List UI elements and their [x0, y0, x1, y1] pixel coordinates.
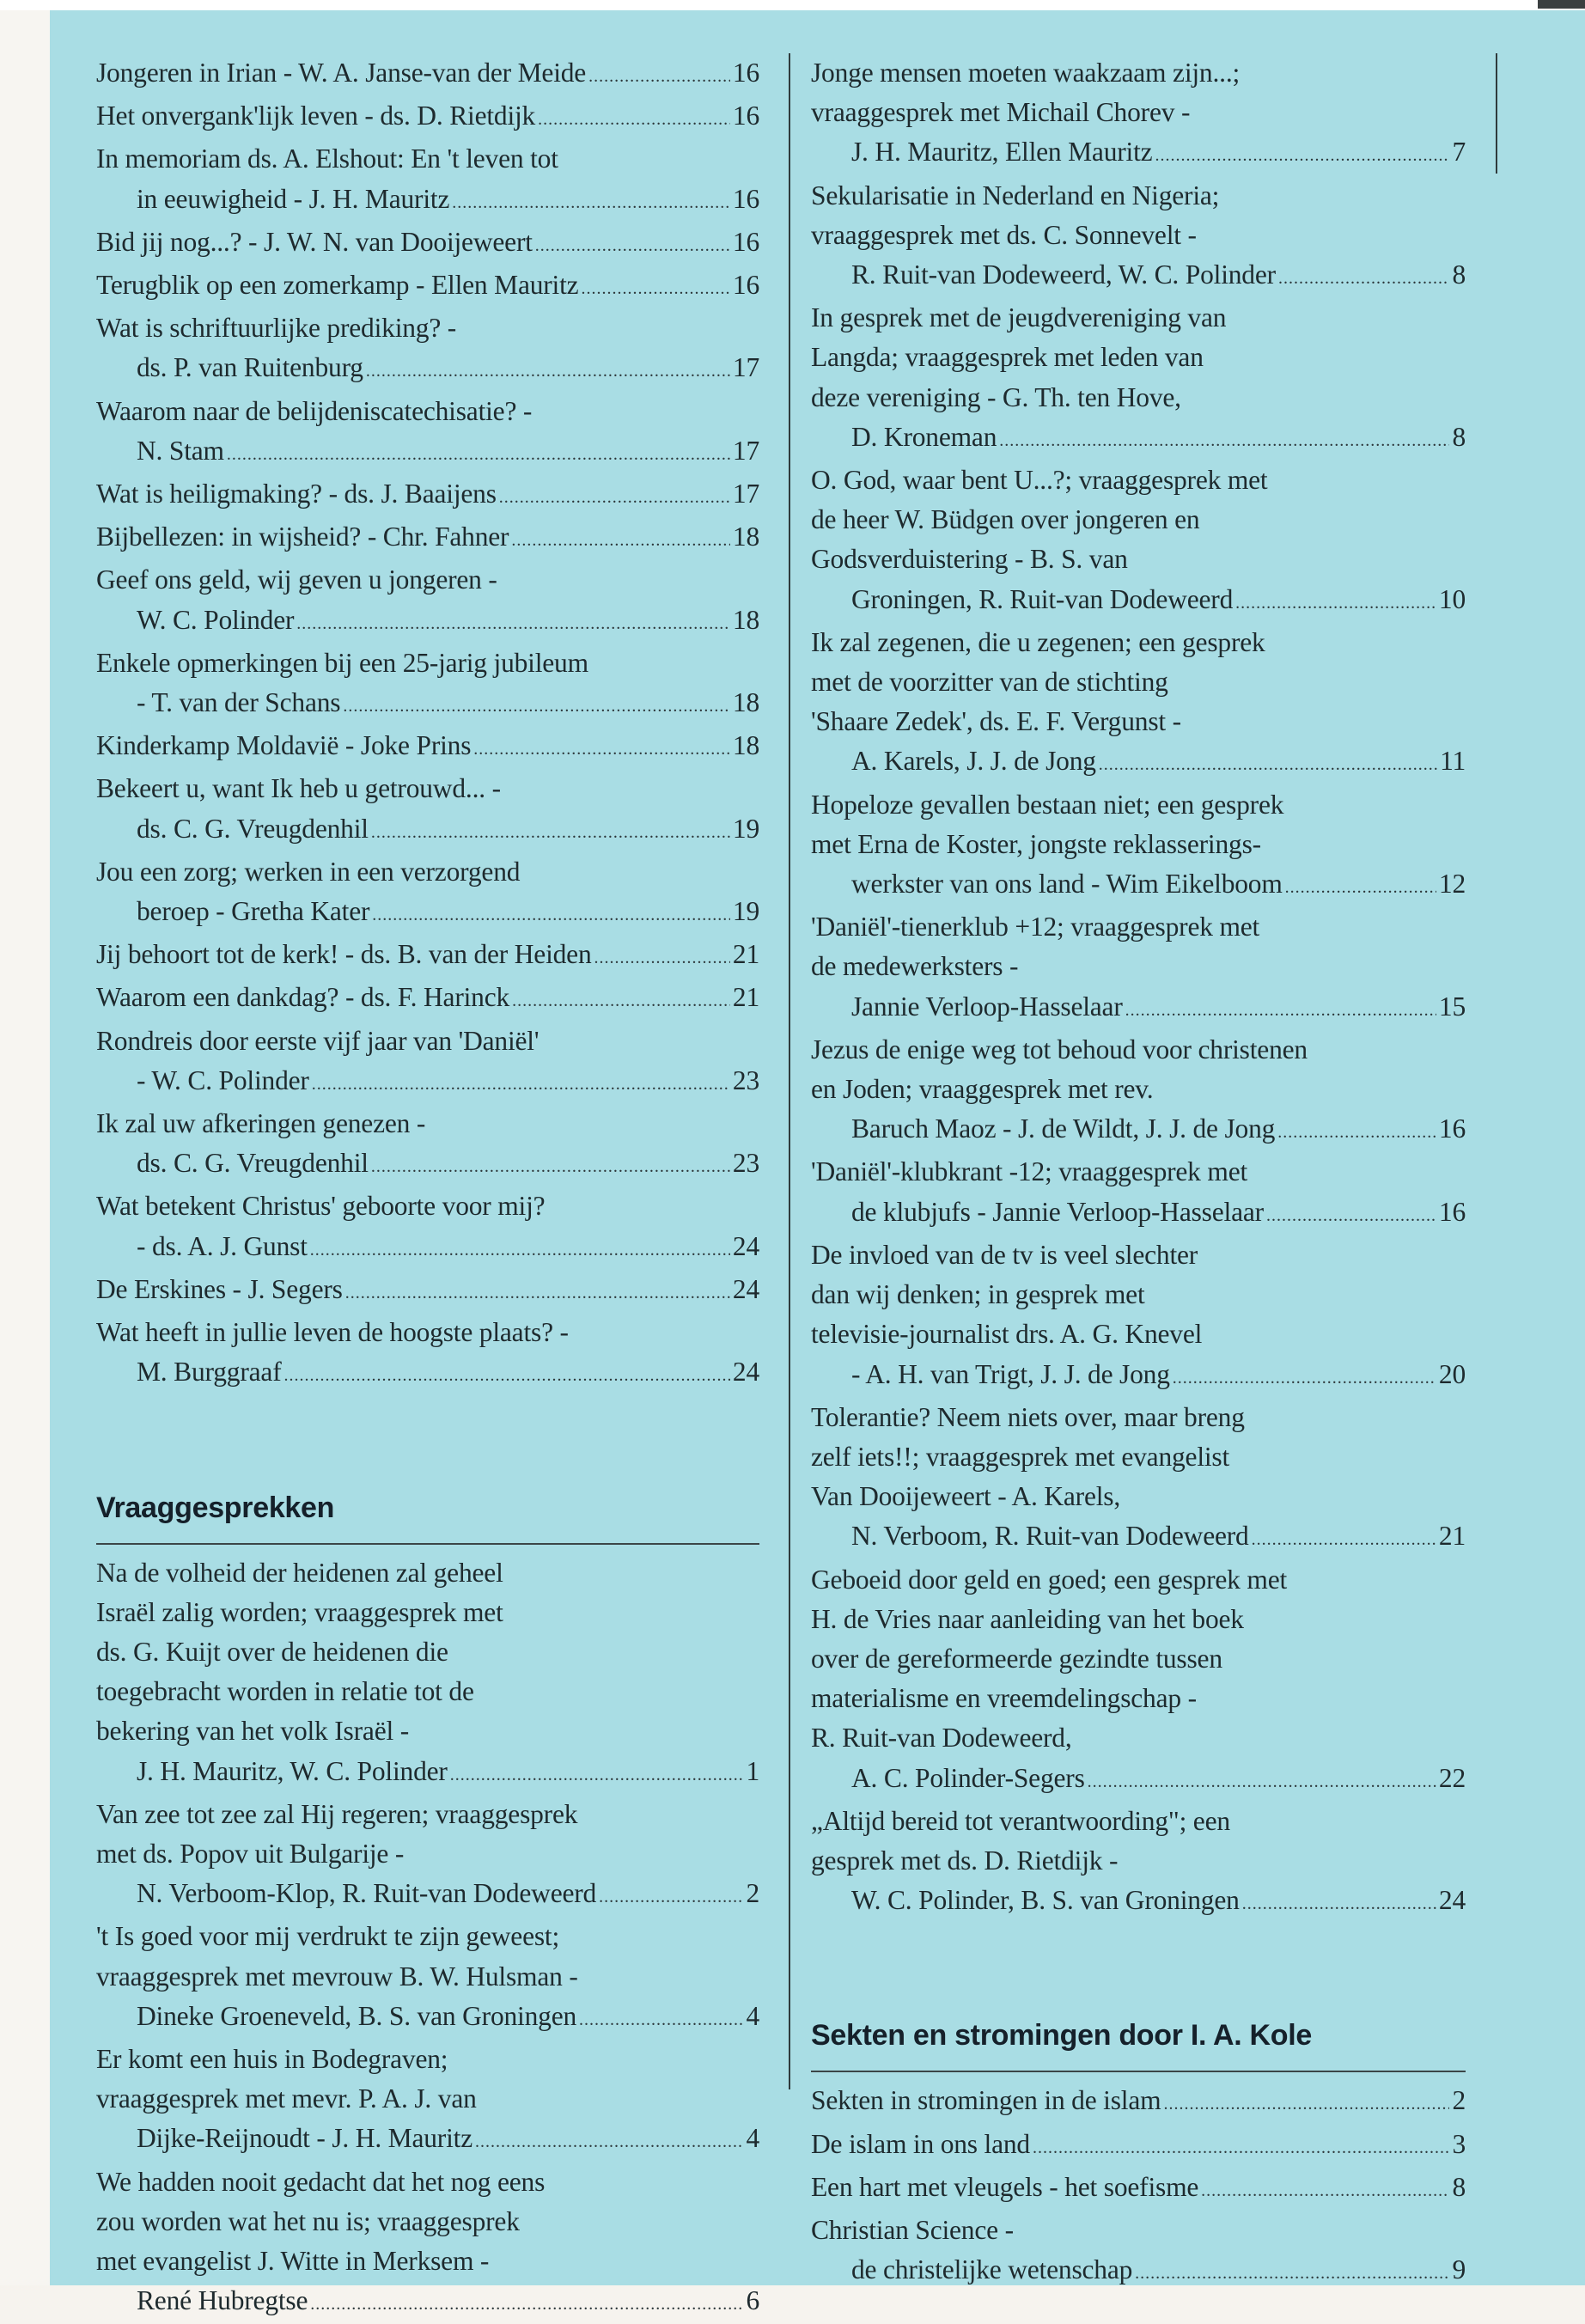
dot-leader — [372, 895, 730, 935]
toc-entry-line: over de gereformeerde gezindte tussen — [851, 1639, 1466, 1679]
toc-entry-line: bekering van het volk Israël - — [137, 1711, 759, 1751]
dot-leader — [450, 1755, 744, 1795]
dot-leader — [588, 57, 730, 96]
toc-entry — [811, 53, 1466, 176]
dot-leader — [310, 1230, 730, 1270]
toc-entry — [811, 785, 1466, 908]
toc-entry — [811, 623, 1466, 785]
toc-entry — [96, 560, 759, 643]
page-number: 4 — [746, 1997, 759, 2036]
dot-leader — [1088, 1762, 1436, 1802]
toc-entry — [811, 2168, 1466, 2211]
toc-entry-line: René Hubregtse — [137, 2281, 308, 2321]
toc-entry-line: „Altijd bereid tot verantwoording"; een — [811, 1802, 1466, 1841]
toc-entry — [811, 1235, 1466, 1398]
dot-leader — [475, 2122, 743, 2162]
dot-leader — [499, 478, 730, 517]
toc-entry — [96, 1917, 759, 2040]
toc-entry-line: Jongeren in Irian - W. A. Janse-van der Meide — [96, 53, 586, 93]
right-column — [811, 53, 1466, 2293]
toc-entry — [96, 726, 759, 769]
section-heading-vraaggesprekken: Vraaggesprekken — [96, 1488, 759, 1528]
toc-entry-line: A. C. Polinder-Segers — [851, 1759, 1085, 1798]
right-toc-list — [811, 53, 1466, 1924]
dot-leader — [1285, 868, 1436, 907]
toc-entry-line: Kinderkamp Moldavië - Joke Prins — [96, 726, 471, 766]
heading-rule — [96, 1543, 759, 1545]
toc-entry — [96, 935, 759, 978]
toc-entry-line: met Erna de Koster, jongste reklasserings- — [851, 825, 1466, 864]
toc-entry-line: W. C. Polinder, B. S. van Groningen — [851, 1881, 1240, 1920]
dot-leader — [1277, 1113, 1436, 1152]
toc-entry — [811, 1802, 1466, 1924]
toc-entry-line: Hopeloze gevallen bestaan niet; een gesprek — [811, 785, 1466, 825]
toc-entry-line: - A. H. van Trigt, J. J. de Jong — [851, 1355, 1170, 1394]
page-number: 17 — [733, 474, 759, 514]
dot-leader — [538, 100, 730, 139]
toc-entry-line: Sekten in stromingen in de islam — [811, 2081, 1161, 2120]
toc-entry-line: Bekeert u, want Ik heb u getrouwd... - — [96, 769, 759, 808]
dot-leader — [371, 1147, 730, 1186]
toc-entry — [96, 517, 759, 560]
toc-entry — [811, 907, 1466, 1030]
page-number: 8 — [1452, 2168, 1466, 2207]
toc-entry-line: Godsverduistering - B. S. van — [851, 540, 1466, 579]
page-number: 24 — [733, 1227, 759, 1266]
toc-entry-line: Het onvergank'lijk leven - ds. D. Rietdijk — [96, 96, 535, 136]
toc-entry-line: vraaggesprek met ds. C. Sonnevelt - — [851, 216, 1466, 255]
toc-entry-line: N. Verboom, R. Ruit-van Dodeweerd — [851, 1516, 1249, 1556]
dot-leader — [345, 1273, 730, 1313]
toc-entry-line: ds. G. Kuijt over de heidenen die — [137, 1632, 759, 1672]
toc-entry — [96, 2040, 759, 2162]
toc-entry-line: Wat is schriftuurlijke prediking? - — [96, 308, 759, 348]
toc-entry-line: Wat betekent Christus' geboorte voor mij? — [96, 1186, 759, 1226]
dot-leader — [599, 1877, 743, 1917]
toc-entry — [96, 308, 759, 391]
toc-entry-line: Van zee tot zee zal Hij regeren; vraaggesprek — [96, 1795, 759, 1834]
page-number: 18 — [733, 601, 759, 640]
page-number: 8 — [1452, 255, 1466, 295]
toc-entry — [96, 769, 759, 851]
page-number: 21 — [733, 978, 759, 1017]
page-number: 16 — [733, 265, 759, 305]
dot-leader — [283, 1356, 729, 1395]
toc-entry — [96, 978, 759, 1021]
toc-entry-line: Jezus de enige weg tot behoud voor christenen — [811, 1030, 1466, 1070]
toc-entry-line: en Joden; vraaggesprek met rev. — [851, 1070, 1466, 1109]
dot-leader — [1135, 2254, 1449, 2293]
toc-entry-line: Ik zal zegenen, die u zegenen; een gesprek — [811, 623, 1466, 662]
page-number: 17 — [733, 348, 759, 387]
toc-entry-line: Geef ons geld, wij geven u jongeren - — [96, 560, 759, 600]
toc-entry — [811, 2081, 1466, 2124]
page-number: 19 — [733, 892, 759, 931]
dot-leader — [1252, 1520, 1436, 1559]
toc-entry-line: Bid jij nog...? - J. W. N. van Dooijeweert — [96, 223, 533, 262]
toc-entry-line: Jij behoort tot de kerk! - ds. B. van der Heiden — [96, 935, 592, 974]
toc-entry-line: met ds. Popov uit Bulgarije - — [137, 1834, 759, 1874]
dot-leader — [535, 226, 730, 265]
page-number: 2 — [1452, 2081, 1466, 2120]
dot-leader — [1033, 2128, 1449, 2168]
toc-entry-line: Sekularisatie in Nederland en Nigeria; — [811, 176, 1466, 216]
toc-entry — [96, 852, 759, 935]
toc-entry-line: De islam in ons land — [811, 2125, 1030, 2164]
page-number: 20 — [1439, 1355, 1466, 1394]
toc-entry-line: Van Dooijeweert - A. Karels, — [851, 1477, 1466, 1516]
page-number: 8 — [1452, 418, 1466, 457]
toc-entry-line: 'Daniël'-klubkrant -12; vraaggesprek met — [811, 1152, 1466, 1192]
heading-rule — [811, 2071, 1466, 2072]
toc-entry-line: Waarom naar de belijdeniscatechisatie? - — [96, 392, 759, 431]
page-number: 16 — [733, 180, 759, 219]
toc-entry — [811, 176, 1466, 299]
page-number: 2 — [746, 1874, 759, 1913]
corner-mark — [1538, 0, 1585, 9]
dot-leader — [371, 813, 730, 852]
dot-leader — [343, 686, 730, 726]
toc-entry-line: de heer W. Büdgen over jongeren en — [851, 500, 1466, 540]
dot-leader — [1099, 745, 1437, 784]
toc-entry-line: Dijke-Reijnoudt - J. H. Mauritz — [137, 2119, 472, 2158]
toc-entry — [96, 1186, 759, 1269]
page-number: 24 — [1439, 1881, 1466, 1920]
page-number: 12 — [1439, 864, 1466, 904]
toc-entry-line: Israël zalig worden; vraaggesprek met — [137, 1593, 759, 1632]
page-number: 22 — [1439, 1759, 1466, 1798]
toc-entry-line: In gesprek met de jeugdvereniging van — [811, 298, 1466, 338]
page-number: 9 — [1452, 2250, 1466, 2290]
toc-entry-line: 'Shaare Zedek', ds. E. F. Vergunst - — [851, 702, 1466, 741]
toc-entry — [96, 1795, 759, 1918]
toc-entry — [96, 1022, 759, 1104]
toc-entry-line: Jou een zorg; werken in een verzorgend — [96, 852, 759, 892]
toc-entry-line: ds. P. van Ruitenburg — [137, 348, 363, 387]
toc-entry — [811, 1152, 1466, 1235]
page-number: 23 — [733, 1061, 759, 1101]
page-number: 21 — [733, 935, 759, 974]
toc-entry-line: vraaggesprek met mevr. P. A. J. van — [137, 2079, 759, 2119]
toc-entry-line: De Erskines - J. Segers — [96, 1270, 343, 1309]
toc-entry-line: Langda; vraaggesprek met leden van — [851, 338, 1466, 377]
toc-entry — [811, 461, 1466, 623]
dot-leader — [512, 981, 730, 1021]
toc-entry-line: Na de volheid der heidenen zal geheel — [96, 1553, 759, 1593]
toc-entry — [96, 1104, 759, 1186]
page-number: 21 — [1439, 1516, 1466, 1556]
toc-entry-line: vraaggesprek met Michail Chorev - — [851, 93, 1466, 132]
page-number: 24 — [733, 1352, 759, 1392]
toc-entry-line: R. Ruit-van Dodeweerd, — [851, 1718, 1466, 1758]
toc-entry — [96, 265, 759, 308]
toc-entry — [811, 1398, 1466, 1560]
page-number: 1 — [746, 1752, 759, 1791]
toc-entry-line: N. Verboom-Klop, R. Ruit-van Dodeweerd — [137, 1874, 596, 1913]
toc-entry-line: H. de Vries naar aanleiding van het boek — [851, 1600, 1466, 1639]
toc-entry-line: O. God, waar bent U...?; vraaggesprek met — [811, 461, 1466, 500]
toc-entry-line: - W. C. Polinder — [137, 1061, 309, 1101]
page-number: 16 — [733, 53, 759, 93]
toc-entry-line: werkster van ons land - Wim Eikelboom — [851, 864, 1283, 904]
toc-entry-line: N. Stam — [137, 431, 224, 471]
dot-leader — [511, 521, 730, 560]
toc-entry — [96, 2162, 759, 2324]
toc-entry-line: Een hart met vleugels - het soefisme — [811, 2168, 1198, 2207]
dot-leader — [1173, 1358, 1436, 1398]
toc-entry — [96, 644, 759, 726]
toc-entry-line: Christian Science - — [811, 2211, 1466, 2250]
toc-entry-line: zou worden wat het nu is; vraaggesprek — [137, 2202, 759, 2242]
toc-entry — [96, 53, 759, 96]
toc-entry-line: A. Karels, J. J. de Jong — [851, 741, 1096, 781]
toc-entry-line: Waarom een dankdag? - ds. F. Harinck — [96, 978, 509, 1017]
dot-leader — [999, 421, 1449, 461]
toc-entry — [96, 1270, 759, 1313]
toc-entry-line: zelf iets!!; vraaggesprek met evangelist — [851, 1437, 1466, 1477]
toc-entry-line: ds. C. G. Vreugdenhil — [137, 1144, 369, 1183]
page-number: 16 — [733, 223, 759, 262]
toc-entry-line: Er komt een huis in Bodegraven; — [96, 2040, 759, 2079]
toc-entry-line: vraaggesprek met mevrouw B. W. Hulsman - — [137, 1957, 759, 1997]
page-number: 3 — [1452, 2125, 1466, 2164]
toc-entry-line: Tolerantie? Neem niets over, maar breng — [811, 1398, 1466, 1437]
toc-entry-line: de klubjufs - Jannie Verloop-Hasselaar — [851, 1192, 1264, 1232]
toc-entry-line: 'Daniël'-tienerklub +12; vraaggesprek met — [811, 907, 1466, 947]
column-divider — [789, 53, 790, 2089]
toc-entry-line: Ik zal uw afkeringen genezen - — [96, 1104, 759, 1144]
left-toc-list — [96, 53, 759, 1396]
page-number: 18 — [733, 726, 759, 766]
dot-leader — [310, 2284, 743, 2324]
toc-entry-line: We hadden nooit gedacht dat het nog eens — [96, 2162, 759, 2202]
toc-entry — [811, 2211, 1466, 2293]
dot-leader — [579, 2000, 743, 2040]
page-number: 7 — [1452, 132, 1466, 172]
toc-entry-line: M. Burggraaf — [137, 1352, 281, 1392]
toc-entry-line: Bijbellezen: in wijsheid? - Chr. Fahner — [96, 517, 509, 557]
sekten-list — [811, 2081, 1466, 2293]
toc-entry — [96, 392, 759, 474]
right-margin-rule — [1496, 53, 1497, 174]
page-number: 16 — [1439, 1192, 1466, 1232]
toc-entry-line: in eeuwigheid - J. H. Mauritz — [137, 180, 449, 219]
toc-entry — [96, 139, 759, 222]
toc-entry-line: met evangelist J. Witte in Merksem - — [137, 2242, 759, 2281]
toc-entry-line: Enkele opmerkingen bij een 25-jarig jubileum — [96, 644, 759, 683]
toc-entry — [96, 474, 759, 517]
dot-leader — [227, 435, 730, 474]
left-column — [96, 53, 759, 2324]
page-number: 6 — [746, 2281, 759, 2321]
dot-leader — [1266, 1196, 1436, 1235]
dot-leader — [1242, 1884, 1436, 1924]
toc-entry-line: toegebracht worden in relatie tot de — [137, 1672, 759, 1711]
dot-leader — [1201, 2171, 1449, 2211]
toc-entry-line: beroep - Gretha Kater — [137, 892, 369, 931]
toc-entry-line: Jannie Verloop-Hasselaar — [851, 987, 1123, 1027]
toc-entry — [811, 1030, 1466, 1153]
toc-entry-line: deze vereniging - G. Th. ten Hove, — [851, 378, 1466, 418]
page-number: 19 — [733, 809, 759, 849]
page-number: 15 — [1439, 987, 1466, 1027]
dot-leader — [452, 183, 730, 223]
dot-leader — [1278, 259, 1450, 298]
toc-entry — [811, 298, 1466, 461]
page-number: 4 — [746, 2119, 759, 2158]
dot-leader — [366, 351, 730, 391]
section-heading-sekten: Sekten en stromingen door I. A. Kole — [811, 2016, 1466, 2055]
toc-entry-line: de medewerksters - — [851, 947, 1466, 986]
toc-entry-line: Terugblik op een zomerkamp - Ellen Mauritz — [96, 265, 578, 305]
toc-entry-line: J. H. Mauritz, W. C. Polinder — [137, 1752, 448, 1791]
toc-entry-line: - T. van der Schans — [137, 683, 340, 723]
toc-entry-line: Baruch Maoz - J. de Wildt, J. J. de Jong — [851, 1109, 1275, 1149]
page-number: 11 — [1440, 741, 1466, 781]
toc-entry-line: - ds. A. J. Gunst — [137, 1227, 308, 1266]
toc-entry-line: J. H. Mauritz, Ellen Mauritz — [851, 132, 1152, 172]
toc-entry-line: 't Is goed voor mij verdrukt te zijn geweest; — [96, 1917, 759, 1956]
toc-entry-line: Wat is heiligmaking? - ds. J. Baaijens — [96, 474, 497, 514]
toc-entry-line: Geboeid door geld en goed; een gesprek met — [811, 1560, 1466, 1600]
toc-entry-line: materialisme en vreemdelingschap - — [851, 1679, 1466, 1718]
toc-entry-line: ds. C. G. Vreugdenhil — [137, 809, 369, 849]
toc-entry — [811, 2125, 1466, 2168]
dot-leader — [594, 938, 730, 978]
page-number: 10 — [1439, 580, 1466, 619]
toc-entry-line: R. Ruit-van Dodeweerd, W. C. Polinder — [851, 255, 1276, 295]
toc-entry-line: Groningen, R. Ruit-van Dodeweerd — [851, 580, 1233, 619]
toc-entry-line: Rondreis door eerste vijf jaar van 'Daniël' — [96, 1022, 759, 1061]
toc-entry-line: Dineke Groeneveld, B. S. van Groningen — [137, 1997, 576, 2036]
toc-entry — [96, 96, 759, 139]
toc-entry-line: de christelijke wetenschap — [851, 2250, 1132, 2290]
dot-leader — [312, 1064, 730, 1104]
toc-entry-line: In memoriam ds. A. Elshout: En 't leven tot — [96, 139, 759, 179]
top-border — [0, 0, 1585, 10]
dot-leader — [296, 604, 730, 644]
dot-leader — [1235, 583, 1436, 623]
toc-entry-line: met de voorzitter van de stichting — [851, 662, 1466, 702]
toc-entry — [811, 1560, 1466, 1802]
toc-entry-line: gesprek met ds. D. Rietdijk - — [851, 1841, 1466, 1881]
dot-leader — [1125, 991, 1436, 1030]
toc-entry-line: televisie-journalist drs. A. G. Knevel — [851, 1314, 1466, 1354]
page-number: 24 — [733, 1270, 759, 1309]
toc-entry — [96, 1553, 759, 1795]
dot-leader — [1163, 2084, 1449, 2124]
toc-entry-line: dan wij denken; in gesprek met — [851, 1275, 1466, 1314]
dot-leader — [473, 729, 730, 769]
toc-entry-line: De invloed van de tv is veel slechter — [811, 1235, 1466, 1275]
page-number: 18 — [733, 683, 759, 723]
toc-entry — [96, 1313, 759, 1395]
vraaggesprekken-list — [96, 1553, 759, 2324]
page-number: 18 — [733, 517, 759, 557]
toc-entry-line: Wat heeft in jullie leven de hoogste plaats? - — [96, 1313, 759, 1352]
page-number: 16 — [733, 96, 759, 136]
page-number: 16 — [1439, 1109, 1466, 1149]
page-number: 17 — [733, 431, 759, 471]
toc-entry-line: W. C. Polinder — [137, 601, 294, 640]
toc-entry-line: D. Kroneman — [851, 418, 997, 457]
toc-entry-line: Jonge mensen moeten waakzaam zijn...; — [811, 53, 1466, 93]
page-number: 23 — [733, 1144, 759, 1183]
dot-leader — [581, 269, 729, 308]
dot-leader — [1155, 136, 1449, 175]
toc-entry — [96, 223, 759, 265]
